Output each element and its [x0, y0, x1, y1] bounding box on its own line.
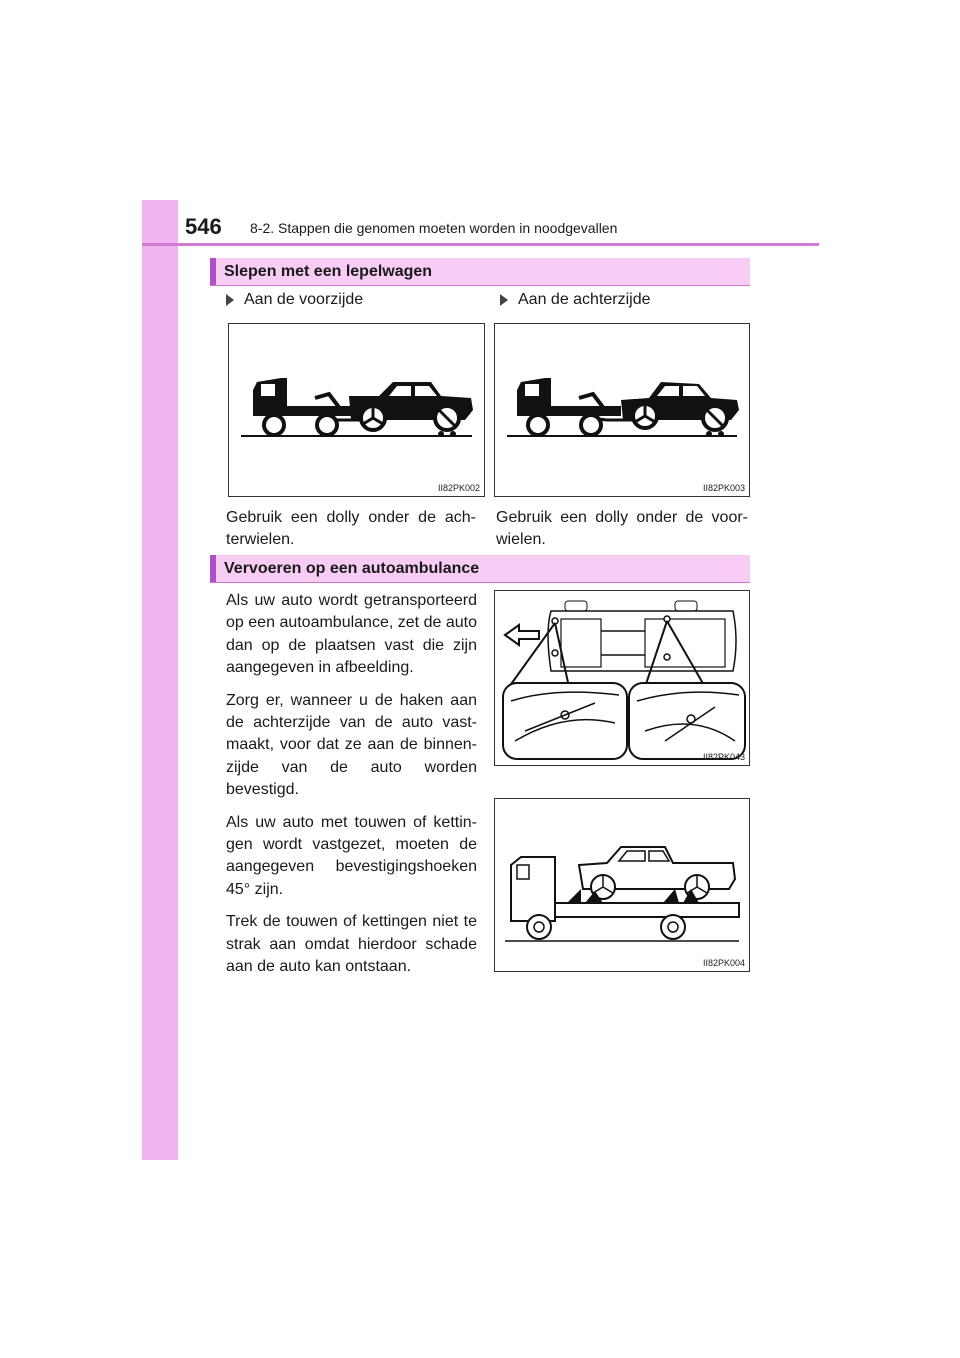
- section-header-transport: [210, 555, 750, 583]
- figure-code: II82PK004: [702, 958, 745, 968]
- transporter-illustration: [495, 799, 749, 971]
- tow-front-illustration: [229, 324, 484, 496]
- subheading-label: Aan de achterzijde: [518, 291, 651, 308]
- caption-rear: Gebruik een dolly onder de voorwielen.: [496, 509, 748, 548]
- figure-code: II82PK002: [437, 483, 480, 493]
- figure-tow-front: [228, 323, 485, 497]
- figure-code: II82PK043: [702, 752, 745, 762]
- transport-body-text: [226, 590, 477, 989]
- section-title: Slepen met een lepelwagen: [224, 263, 433, 280]
- section-header-tow-truck: [210, 258, 750, 286]
- figure-tow-rear: [494, 323, 750, 497]
- figure-code: II82PK003: [702, 483, 745, 493]
- triangle-bullet-icon: [226, 294, 234, 306]
- paragraph: Als uw auto met touwen of kettingen wordt vastgezet, moeten de aangegeven bevestigingshoeken 45° zijn.: [226, 813, 477, 898]
- triangle-bullet-icon: [500, 294, 508, 306]
- tow-rear-illustration: [495, 324, 749, 496]
- subheading-rear: [500, 291, 651, 309]
- header-rule: [142, 243, 819, 246]
- page-side-tab: [142, 200, 178, 1160]
- figure-tie-down-points: [494, 590, 750, 766]
- paragraph: Zorg er, wanneer u de haken aan de achterzijde van de auto vastmaakt, voor dat ze aan de binnenzijde van de auto worden bevestigd.: [226, 691, 477, 799]
- paragraph: Trek de touwen of kettingen niet te strak aan omdat hierdoor schade aan de auto kan ontstaan.: [226, 913, 477, 976]
- section-title: Vervoeren op een autoambulance: [224, 560, 480, 577]
- tie-down-illustration: [495, 591, 749, 765]
- page-number: 546: [185, 214, 222, 239]
- subheading-label: Aan de voorzijde: [244, 291, 364, 308]
- paragraph: Als uw auto wordt getransporteerd op een autoambulance, zet de auto dan op de plaatsen vast die zijn aangegeven in afbeelding.: [226, 592, 477, 677]
- subheading-front: [226, 291, 363, 309]
- caption-front: Gebruik een dolly onder de achterwielen.: [226, 509, 476, 548]
- figure-car-transporter: [494, 798, 750, 972]
- chapter-title: 8-2. Stappen die genomen moeten worden in noodgevallen: [250, 220, 618, 236]
